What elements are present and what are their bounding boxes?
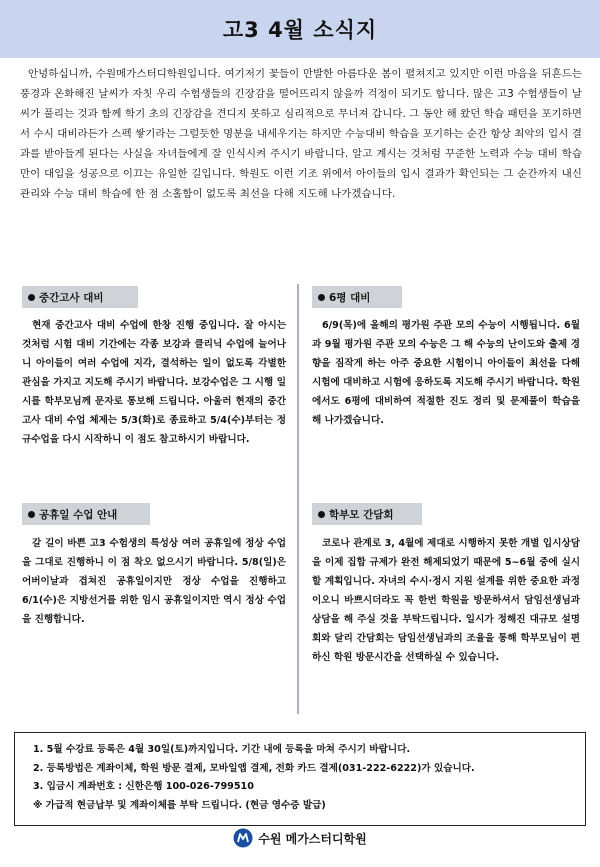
- section-heading-june-mock: [312, 286, 402, 308]
- section-heading-parents: [312, 503, 422, 525]
- section-body-parents: [312, 534, 580, 667]
- section-heading-parents-label: 학부모 간담회: [329, 508, 394, 521]
- intro-letter: [20, 64, 582, 204]
- notice-line-4: ※ 가급적 현금납부 및 계좌이체를 부탁 드립니다. (현금 영수증 발급): [33, 799, 326, 811]
- section-body-june-mock: [312, 316, 580, 430]
- notice-line-1: 1. 5월 수강료 등록은 4월 30일(토)까지입니다. 기간 내에 등록을 마쳐 주시기 바랍니다.: [33, 744, 411, 755]
- megastudy-logo-icon: [233, 828, 253, 848]
- footer: [0, 826, 600, 850]
- footer-brand: 수원 메가스터디학원: [258, 831, 367, 846]
- section-body-holiday: [22, 534, 286, 629]
- section-body-midterm-text: 현재 중간고사 대비 수업에 한창 진행 중입니다. 잘 아시는 것처럼 시험 대비 기간에는 각종 보강과 클리닉 수업에 늘어나니 아이들이 여러 수업에 지각, 결석하는 일이 없도록 각별한 관심을 가지고 지도해 주시기 바랍니다. 보강수업은 그 시행 일시를 학부모님께 문자로 통보해 드립니다. 아울러 현재의 중간고사 대비 수업 체제는 5/3(화)로 종료하고 5/4(수)부터는 정규수업을 다시 시작하니 이 점도 참고하시기 바랍니다.: [22, 320, 286, 445]
- tuition-notice-box: [14, 732, 586, 826]
- section-body-june-mock-text: 6/9(목)에 올해의 평가원 주관 모의 수능이 시행됩니다. 6월과 9월 평가원 주관 모의 수능은 그 해 수능의 난이도와 출제 경향을 짐작게 하는 아주 중요한 시험이니 아이들이 최선을 다해 시험에 대비하고 시험에 응하도록 지도해 주시기 바랍니다. 학원에서도 6평에 대비하여 적절한 진도 정리 및 문제풀이 학습을 해 나가겠습니다.: [312, 320, 580, 426]
- title-bar: [0, 0, 600, 58]
- section-heading-midterm: [22, 286, 138, 308]
- bullet-dot-icon: [318, 294, 325, 301]
- bullet-dot-icon: [318, 511, 325, 518]
- section-body-holiday-text: 갈 길이 바쁜 고3 수험생의 특성상 여러 공휴일에 정상 수업을 그대로 진행하니 이 점 착오 없으시기 바랍니다. 5/8(일)은 어버이날과 겹쳐진 공휴일이지만 정상 수업을 진행하고 6/1(수)은 지방선거를 위한 임시 공휴일이지만 역시 정상 수업을 진행합니다.: [22, 538, 286, 625]
- section-body-midterm: [22, 316, 286, 449]
- notice-line-3: 3. 입금시 계좌번호 : 신한은행 100-026-799510: [33, 781, 254, 792]
- bullet-dot-icon: [28, 294, 35, 301]
- intro-text: 안녕하십니까, 수원메가스터디학원입니다. 여기저기 꽃들이 만발한 아름다운 봄이 펼쳐지고 있지만 이런 마음을 뒤흔드는 풍경과 온화해진 날씨가 자칫 우리 수험생들의 긴장감을 떨어뜨리지 않을까 걱정이 되기도 합니다. 많은 고3 수험생들이 날씨가 풀리는 것과 함께 학기 초의 긴장감을 견디지 못하고 심리적으로 무너져 갑니다. 그 동안 해 왔던 학습 패턴을 포기하면서 수시 대비라든가 스펙 쌓기라는 그럴듯한 명분을 내세우기는 하지만 수능대비 학습을 포기하는 순간 항상 최악의 입시 결과를 받아들게 된다는 사실을 자녀들에게 잘 인식시켜 주시기 바랍니다. 알고 계시는 것처럼 꾸준한 노력과 수능 대비 학습만이 대입을 성공으로 이끄는 유일한 길입니다. 학원도 이런 기조 위에서 아이들의 입시 결과가 확인되는 그 순간까지 내신 관리와 수능 대비 학습에 한 점 소홀함이 없도록 최선을 다해 지도해 나가겠습니다.: [20, 68, 582, 200]
- page-title: 고3 4월 소식지: [222, 18, 378, 42]
- bullet-dot-icon: [28, 511, 35, 518]
- notice-line-2: 2. 등록방법은 계좌이체, 학원 방문 결제, 모바일앱 결제, 전화 카드 결제(031-222-6222)가 있습니다.: [33, 762, 475, 774]
- section-heading-holiday-label: 공휴일 수업 안내: [39, 508, 118, 521]
- section-body-parents-text: 코로나 관계로 3, 4월에 제대로 시행하지 못한 개별 입시상담을 이제 집합 규제가 완전 해제되었기 때문에 5~6월 중에 실시할 계획입니다. 자녀의 수시·정시 지원 설계를 위한 중요한 과정이오니 바쁘시더라도 꼭 한번 학원을 방문하셔서 담임선생님과 상담을 해 주실 것을 부탁드립니다. 일시가 정해진 대규모 설명회와 달리 간담회는 담임선생님과의 조율을 통해 학부모님이 편하신 학원 방문시간을 선택하실 수 있습니다.: [312, 538, 580, 663]
- section-heading-holiday: [22, 503, 150, 525]
- column-divider: [297, 284, 299, 714]
- section-heading-midterm-label: 중간고사 대비: [39, 291, 104, 304]
- section-heading-june-mock-label: 6평 대비: [329, 291, 371, 304]
